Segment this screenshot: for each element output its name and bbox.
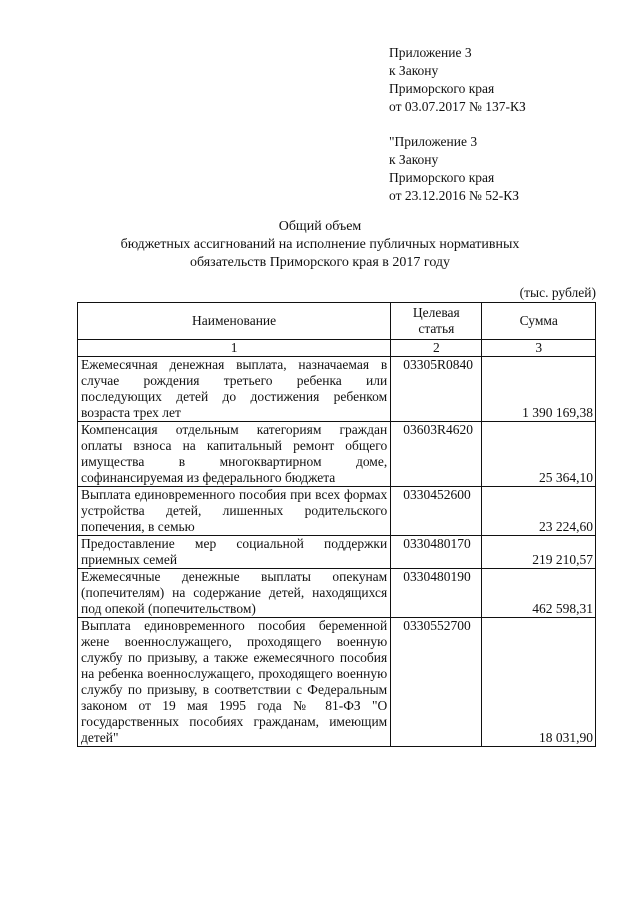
row-amount: 219 210,57 xyxy=(482,536,596,569)
header-code: Целевая статья xyxy=(391,303,482,340)
header-amount: Сумма xyxy=(482,303,596,340)
row-code: 0330452600 xyxy=(391,487,482,536)
document-title xyxy=(60,218,580,272)
table-row xyxy=(78,422,596,487)
row-amount: 1 390 169,38 xyxy=(482,357,596,422)
row-name: Выплата единовременного пособия беременной жене военнослужащего, проходящего военную службу по призыву, а также ежемесячного пособия на ребенка военнослужащего, проходящего военную службу по призыву, в соответствии с Федеральным законом от 19 мая 1995 года № 81-ФЗ "О государственных пособиях гражданам, имеющим детей" xyxy=(78,618,391,747)
row-name: Ежемесячная денежная выплата, назначаемая в случае рождения третьего ребенка или последующих детей до достижения ребенком возраста трех лет xyxy=(78,357,391,422)
row-code: 0330480170 xyxy=(391,536,482,569)
table-row xyxy=(78,569,596,618)
header-name: Наименование xyxy=(78,303,391,340)
title-line: бюджетных ассигнований на исполнение публичных нормативных xyxy=(120,237,520,252)
row-code: 0330480190 xyxy=(391,569,482,618)
annex-line: к Закону xyxy=(389,152,439,167)
row-amount: 18 031,90 xyxy=(482,618,596,747)
column-number-row xyxy=(78,340,596,357)
title-line: Общий объем xyxy=(278,219,362,234)
col-number: 3 xyxy=(482,340,596,357)
annex-header-current xyxy=(389,44,619,116)
table-header-row xyxy=(78,303,596,340)
title-line: обязательств Приморского края в 2017 году xyxy=(189,255,451,270)
row-name: Ежемесячные денежные выплаты опекунам (попечителям) на содержание детей, находящихся под опекой (попечительством) xyxy=(78,569,391,618)
row-amount: 23 224,60 xyxy=(482,487,596,536)
row-amount: 25 364,10 xyxy=(482,422,596,487)
col-number: 1 xyxy=(78,340,391,357)
annex-line: от 23.12.2016 № 52-КЗ xyxy=(389,188,519,203)
annex-line: к Закону xyxy=(389,63,439,78)
row-name: Предоставление мер социальной поддержки приемных семей xyxy=(78,536,391,569)
col-number: 2 xyxy=(391,340,482,357)
row-code: 03305R0840 xyxy=(391,357,482,422)
annex-line: Приморского края xyxy=(389,170,495,185)
table-row xyxy=(78,487,596,536)
annex-line: "Приложение 3 xyxy=(389,134,478,149)
budget-table xyxy=(77,302,596,747)
row-name: Выплата единовременного пособия при всех формах устройства детей, лишенных родительского попечения, в семью xyxy=(78,487,391,536)
table-row xyxy=(78,536,596,569)
table-row xyxy=(78,618,596,747)
row-code: 0330552700 xyxy=(391,618,482,747)
row-code: 03603R4620 xyxy=(391,422,482,487)
annex-line: Приложение 3 xyxy=(389,45,472,60)
row-amount: 462 598,31 xyxy=(482,569,596,618)
annex-line: от 03.07.2017 № 137-КЗ xyxy=(389,99,526,114)
table-row xyxy=(78,357,596,422)
units-label: (тыс. рублей) xyxy=(519,285,596,300)
row-name: Компенсация отдельным категориям граждан оплаты взноса на капитальный ремонт общего имущества в многоквартирном доме, софинансируемая из федерального бюджета xyxy=(78,422,391,487)
annex-line: Приморского края xyxy=(389,81,495,96)
annex-header-original xyxy=(389,133,619,205)
